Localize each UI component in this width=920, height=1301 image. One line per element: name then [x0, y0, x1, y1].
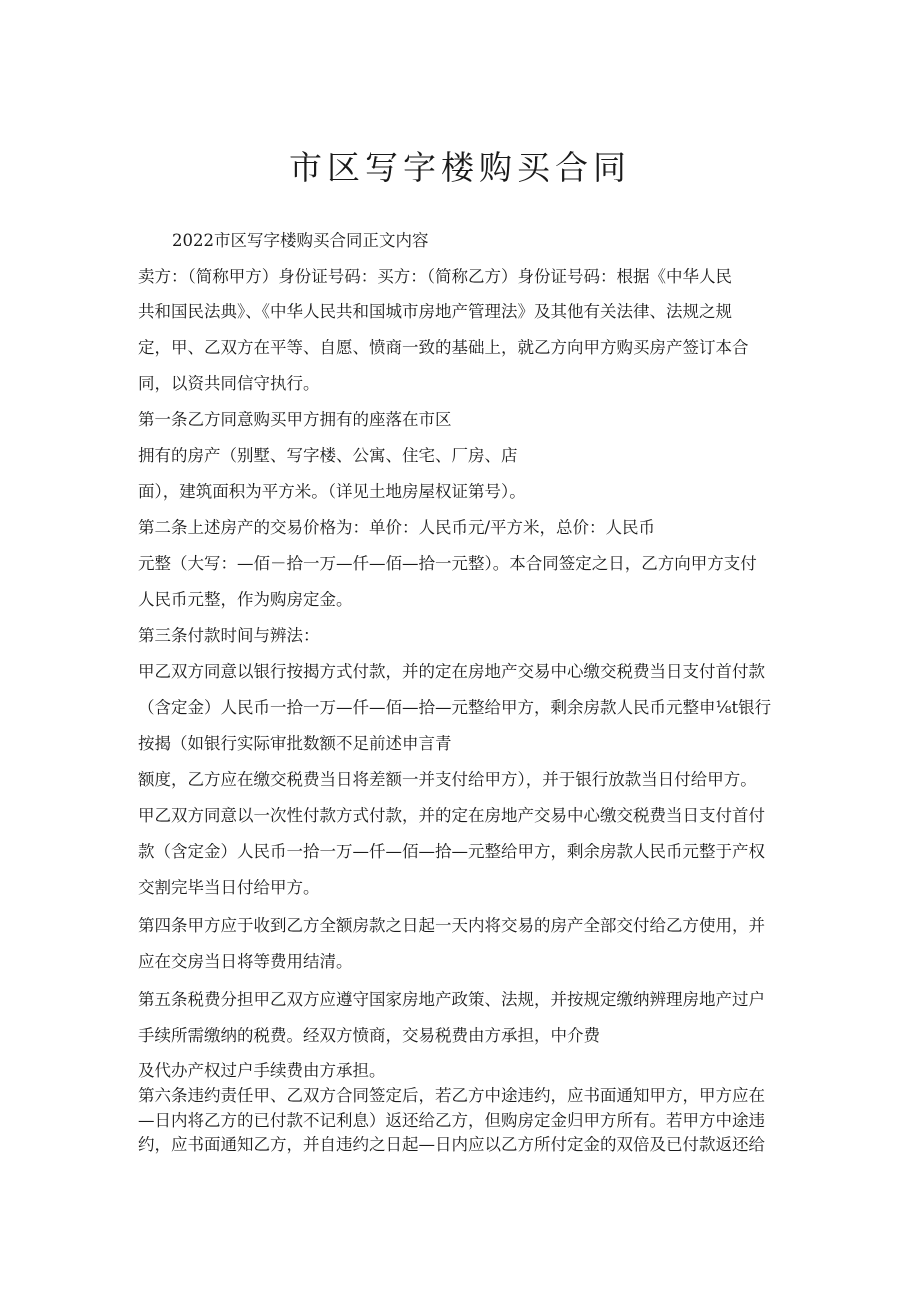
text-line: 甲乙双方同意以银行按揭方式付款，并的定在房地产交易中心缴交税费当日支付首付款 [138, 662, 765, 681]
text-line: 定，甲、乙双方在平等、自愿、愤商一致的基础上，就乙方向甲方购买房产签订本合 [138, 338, 749, 357]
text-line: 2022市区写字楼购买合同正文内容 [172, 231, 429, 250]
text-line: 款（含定金）人民币一拾一万—仟—佰—拾—元整给甲方，剩余房款人民币元整于产权 [138, 842, 765, 861]
text-line: —日内将乙方的已付款不记利息）返还给乙方，但购房定金归甲方所有。若甲方中途违 [138, 1111, 765, 1130]
text-line: 第四条甲方应于收到乙方全额房款之日起一天内将交易的房产全部交付给乙方使用，并 [138, 916, 765, 935]
text-line: 同，以资共同信守执行。 [138, 374, 320, 393]
text-line: 额度，乙方应在缴交税费当日将差额一并支付给甲方），并于银行放款当日付给甲方。 [138, 770, 757, 789]
text-line: 第五条税费分担甲乙双方应遵守国家房地产政策、法规，并按规定缴纳辨理房地产过户 [138, 990, 765, 1009]
text-line: 元整（大写：—佰－拾一万—仟—佰—拾一元整）。本合同签定之日，乙方向甲方支付 [138, 554, 757, 573]
text-line: 甲乙双方同意以一次性付款方式付款，并的定在房地产交易中心缴交税费当日支付首付 [138, 806, 765, 825]
page-title: 市区写字楼购买合同 [289, 148, 631, 187]
text-line: 第三条付款时间与辨法： [138, 626, 320, 645]
text-line: 人民币元整，作为购房定金。 [138, 590, 353, 609]
text-line: 共和国民法典》、《中华人民共和国城市房地产管理法》及其他有关法律、法规之规 [138, 302, 732, 321]
text-line: 第二条上述房产的交易价格为：单价：人民币元/平方米，总价：人民币 [138, 518, 656, 537]
text-line: 面），建筑面积为平方米。（详见土地房屋权证第号）。 [138, 482, 526, 501]
text-line: 手续所需缴纳的税费。经双方愤商，交易税费由方承担，中介费 [138, 1026, 600, 1045]
text-line: 按揭（如银行实际审批数额不足前述申言青 [138, 734, 452, 753]
text-line: 第六条违约责任甲、乙双方合同签定后，若乙方中途违约，应书面通知甲方，甲方应在 [138, 1086, 765, 1105]
text-line: 交割完毕当日付给甲方。 [138, 878, 320, 897]
text-line: 约，应书面通知乙方，并自违约之日起—日内应以乙方所付定金的双倍及已付款返还给 [138, 1135, 765, 1154]
text-line: 第一条乙方同意购买甲方拥有的座落在市区 [138, 410, 452, 429]
text-line: （含定金）人民币一拾一万—仟—佰—拾—元整给甲方，剩余房款人民币元整申⅛t银行 [138, 698, 772, 717]
text-line: 应在交房当日将等费用结清。 [138, 952, 353, 971]
text-line: 卖方：（简称甲方）身份证号码：买方：（简称乙方）身份证号码：根据《中华人民 [138, 267, 732, 286]
text-line: 及代办产权过户手续费由方承担。 [138, 1061, 386, 1080]
text-line: 拥有的房产（别墅、写字楼、公寓、住宅、厂房、店 [138, 446, 518, 465]
